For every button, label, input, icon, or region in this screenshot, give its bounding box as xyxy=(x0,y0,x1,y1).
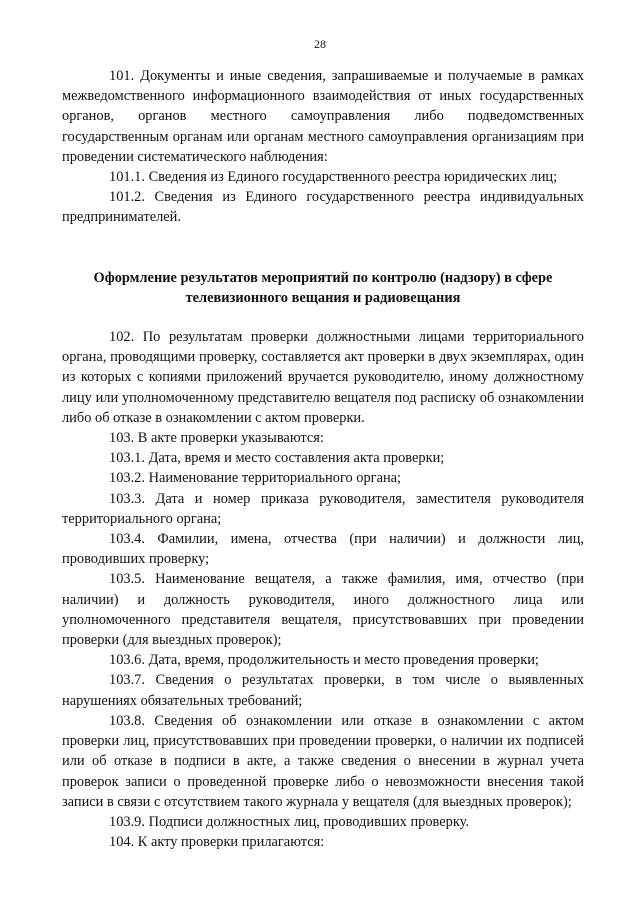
paragraph-103-8: 103.8. Сведения об ознакомлении или отказе в ознакомлении с актом проверки лиц, присутствовавших при проведении проверки, о наличии их подписей или об отказе в подписи в акте, а также сведения о внесении в журнал учета проверок записи о проведенной проверке либо о невозможности внесения такой записи в связи с отсутствием такого журнала у вещателя (для выездных проверок); xyxy=(62,712,584,810)
paragraph-104: 104. К акту проверки прилагаются: xyxy=(109,834,325,851)
paragraph-103-3: 103.3. Дата и номер приказа руководителя, заместителя руководителя территориального органа; xyxy=(62,490,584,527)
paragraph-103-2: 103.2. Наименование территориального органа; xyxy=(109,470,402,487)
paragraph-103: 103. В акте проверки указываются: xyxy=(109,430,324,447)
page-number: 28 xyxy=(314,37,326,51)
section-heading: Оформление результатов мероприятий по контролю (надзору) в сфере телевизионного вещания и радиовещания xyxy=(93,269,553,306)
paragraph-103-5: 103.5. Наименование вещателя, а также фамилия, имя, отчество (при наличии) и должность руководителя, иного должностного лица или уполномоченного представителя вещателя, присутствовавших при проведении проверки (для выездных проверок); xyxy=(62,571,584,649)
paragraph-103-7: 103.7. Сведения о результатах проверки, в том числе о выявленных нарушениях обязательных требований; xyxy=(62,672,584,709)
paragraph-103-4: 103.4. Фамилии, имена, отчества (при наличии) и должности лиц, проводивших проверку; xyxy=(62,531,584,568)
paragraph-102: 102. По результатам проверки должностными лицами территориального органа, проводящими проверку, составляется акт проверки в двух экземплярах, один из которых с копиями приложений вручается руководителю, иному должностному лицу или уполномоченному представителю вещателя под расписку об ознакомлении либо об отказе в ознакомлении с актом проверки. xyxy=(62,329,584,426)
document-body xyxy=(62,66,584,852)
paragraph-103-6: 103.6. Дата, время, продолжительность и место проведения проверки; xyxy=(109,652,539,669)
paragraph-101-2: 101.2. Сведения из Единого государственного реестра индивидуальных предпринимателей. xyxy=(62,189,584,226)
paragraph-103-1: 103.1. Дата, время и место составления акта проверки; xyxy=(109,450,445,467)
paragraph-101: 101. Документы и иные сведения, запрашиваемые и получаемые в рамках межведомственного информационного взаимодействия от иных государственных органов, органов местного самоуправления либо подведомственных государственным органам или органам местного самоуправления организациям при проведении систематического наблюдения: xyxy=(62,68,584,165)
paragraph-101-1: 101.1. Сведения из Единого государственного реестра юридических лиц; xyxy=(109,169,558,186)
paragraph-103-9: 103.9. Подписи должностных лиц, проводивших проверку. xyxy=(109,813,469,830)
